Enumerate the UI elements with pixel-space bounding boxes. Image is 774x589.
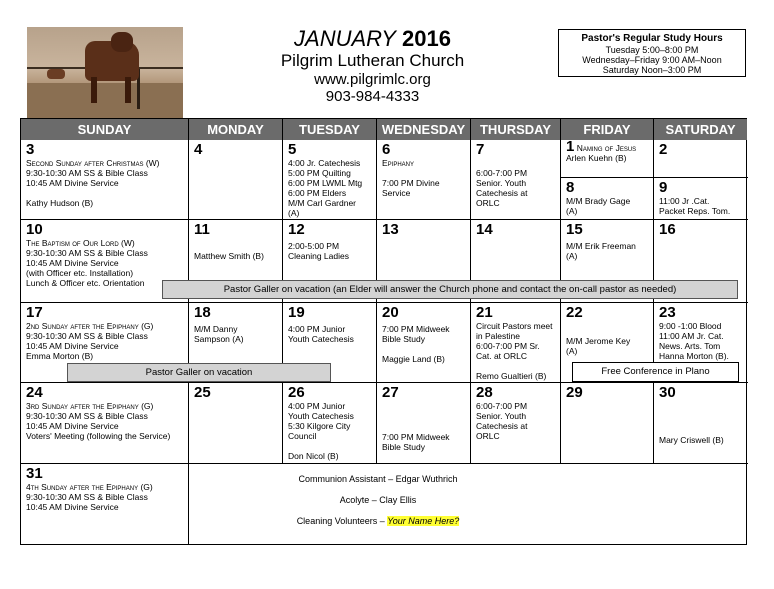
day-number: 14 bbox=[476, 221, 493, 238]
ministry-assignments bbox=[188, 474, 568, 537]
day-number: 28 bbox=[476, 384, 493, 401]
day-header-thursday: THURSDAY bbox=[471, 119, 561, 140]
day-events: 9:30-10:30 AM SS & Bible Class 10:45 AM Divine Service (with Officer etc. Installation) Lunch & Officer etc. Orientation bbox=[26, 248, 148, 288]
day-number: 11 bbox=[194, 221, 210, 238]
day-cell-31 bbox=[21, 464, 188, 545]
day-cell-4 bbox=[189, 140, 282, 219]
day-events: M/M Brady Gage (A) bbox=[566, 196, 631, 216]
day-number: 30 bbox=[659, 384, 676, 401]
day-number: 29 bbox=[566, 384, 583, 401]
day-number: 26 bbox=[288, 384, 305, 401]
vacation-banner-short: Pastor Galler on vacation bbox=[67, 363, 331, 382]
day-events: 9:30-10:30 AM SS & Bible Class 10:45 AM Divine Service Emma Morton (B) bbox=[26, 331, 148, 361]
month: JANUARY bbox=[294, 26, 396, 51]
day-number: 2 bbox=[659, 141, 668, 158]
day-header-wednesday: WEDNESDAY bbox=[377, 119, 471, 140]
church-name: Pilgrim Lutheran Church bbox=[280, 51, 465, 70]
day-events: 2:00-5:00 PM Cleaning Ladies bbox=[288, 241, 349, 261]
day-events: 4:00 Jr. Catechesis 5:00 PM Quilting 6:00 PM LWML Mtg 6:00 PM Elders M/M Carl Gardner (A) bbox=[288, 158, 363, 218]
study-hours-line: Wednesday–Friday 9:00 AM–Noon bbox=[582, 55, 722, 65]
day-number: 21 bbox=[476, 304, 493, 321]
volunteer-highlight: Your Name Here? bbox=[387, 516, 460, 526]
day-number: 20 bbox=[382, 304, 399, 321]
day-events: Arlen Kuehn (B) bbox=[566, 153, 627, 163]
day-events: 11:00 Jr .Cat. Packet Reps. Tom. bbox=[659, 196, 731, 216]
day-number: 15 bbox=[566, 221, 583, 238]
church-phone: 903-984-4333 bbox=[325, 88, 420, 105]
study-hours-line: Saturday Noon–3:00 PM bbox=[602, 65, 702, 75]
day-events: 6:00-7:00 PM Senior. Youth Catechesis at ORLC bbox=[476, 168, 528, 208]
day-cell-24 bbox=[21, 383, 188, 463]
day-cell-30 bbox=[654, 383, 747, 463]
day-number: 7 bbox=[476, 141, 485, 158]
day-events: 7:00 PM Midweek Bible Study bbox=[382, 432, 450, 452]
day-title: 3rd Sunday after the Epiphany (G) bbox=[26, 401, 154, 411]
study-hours-title: Pastor's Regular Study Hours bbox=[581, 33, 723, 44]
day-header-tuesday: TUESDAY bbox=[283, 119, 377, 140]
day-events: M/M Jerome Key (A) bbox=[566, 336, 631, 356]
conference-banner: Free Conference in Plano bbox=[572, 362, 739, 382]
day-title: 4th Sunday after the Epiphany (G) bbox=[26, 482, 153, 492]
day-header-sunday: SUNDAY bbox=[21, 119, 189, 140]
day-number: 27 bbox=[382, 384, 399, 401]
day-events: 4:00 PM Junior Youth Catechesis bbox=[288, 324, 354, 344]
day-number: 8 bbox=[566, 179, 575, 196]
day-number: 19 bbox=[288, 304, 305, 321]
day-events: 7:00 PM Midweek Bible Study Maggie Land (B) bbox=[382, 324, 450, 364]
day-number: 12 bbox=[288, 221, 305, 238]
day-events: 9:30-10:30 AM SS & Bible Class 10:45 AM Divine Service Voters' Meeting (following the Service) bbox=[26, 411, 171, 441]
day-number: 25 bbox=[194, 384, 211, 401]
study-hours-box bbox=[558, 29, 746, 77]
day-title: Epiphany bbox=[382, 158, 415, 168]
day-events: Circuit Pastors meet in Palestine 6:00-7:00 PM Sr. Cat. at ORLC Remo Gualtieri (B) bbox=[476, 321, 553, 381]
day-cell-21 bbox=[471, 303, 560, 382]
day-number: 5 bbox=[288, 141, 297, 158]
day-number: 16 bbox=[659, 221, 676, 238]
day-events: Mary Criswell (B) bbox=[659, 435, 724, 445]
cleaning-label: Cleaning Volunteers – bbox=[296, 516, 388, 526]
day-header-friday: FRIDAY bbox=[561, 119, 654, 140]
day-cell-3 bbox=[21, 140, 188, 219]
day-cell-5 bbox=[283, 140, 376, 219]
day-cell-8 bbox=[561, 178, 653, 219]
day-number: 17 bbox=[26, 304, 43, 321]
day-cell-1 bbox=[561, 140, 653, 177]
study-hours-line: Tuesday 5:00–8:00 PM bbox=[605, 45, 699, 55]
day-cell-7 bbox=[471, 140, 560, 219]
header-photo-cow bbox=[27, 27, 183, 118]
day-cell-20 bbox=[377, 303, 470, 382]
day-cell-29 bbox=[561, 383, 653, 463]
day-events: M/M Danny Sampson (A) bbox=[194, 324, 244, 344]
day-cell-2 bbox=[654, 140, 747, 177]
day-number: 1 bbox=[566, 138, 575, 155]
day-header-saturday: SATURDAY bbox=[654, 119, 747, 140]
day-cell-25 bbox=[189, 383, 282, 463]
day-cell-6 bbox=[377, 140, 470, 219]
day-cell-9 bbox=[654, 178, 747, 219]
day-events: 9:30-10:30 AM SS & Bible Class 10:45 AM Divine Service Kathy Hudson (B) bbox=[26, 168, 148, 208]
day-events: 9:30-10:30 AM SS & Bible Class 10:45 AM Divine Service bbox=[26, 492, 148, 512]
day-number: 9 bbox=[659, 179, 668, 196]
day-events: Matthew Smith (B) bbox=[194, 251, 264, 261]
day-title: Naming of Jesus bbox=[576, 143, 637, 153]
day-cell-26 bbox=[283, 383, 376, 463]
day-cell-27 bbox=[377, 383, 470, 463]
day-number: 22 bbox=[566, 304, 583, 321]
day-number: 6 bbox=[382, 141, 391, 158]
communion-assistant: Communion Assistant – Edgar Wuthrich bbox=[298, 474, 458, 484]
acolyte: Acolyte – Clay Ellis bbox=[339, 495, 417, 505]
day-number: 3 bbox=[26, 141, 35, 158]
day-number: 18 bbox=[194, 304, 211, 321]
day-number: 24 bbox=[26, 384, 43, 401]
day-number: 13 bbox=[382, 221, 399, 238]
day-number: 4 bbox=[194, 141, 203, 158]
day-title: Second Sunday after Christmas (W) bbox=[26, 158, 160, 168]
day-title: 2nd Sunday after the Epiphany (G) bbox=[26, 321, 154, 331]
day-number: 31 bbox=[26, 465, 43, 482]
day-title: The Baptism of Our Lord (W) bbox=[26, 238, 135, 248]
day-number: 23 bbox=[659, 304, 676, 321]
day-events: 6:00-7:00 PM Senior. Youth Catechesis at ORLC bbox=[476, 401, 528, 441]
day-cell-28 bbox=[471, 383, 560, 463]
page-title bbox=[270, 27, 475, 51]
day-header-monday: MONDAY bbox=[189, 119, 283, 140]
year: 2016 bbox=[402, 26, 451, 51]
day-events: 7:00 PM Divine Service bbox=[382, 178, 440, 198]
day-events: M/M Erik Freeman (A) bbox=[566, 241, 636, 261]
day-number: 10 bbox=[26, 221, 43, 238]
church-website: www.pilgrimlc.org bbox=[314, 71, 431, 88]
day-events: 9:00 -1:00 Blood 11:00 AM Jr. Cat. News. Arts. Tom Hanna Morton (B). bbox=[659, 321, 729, 361]
cleaning-volunteers bbox=[188, 516, 568, 526]
day-events: 4:00 PM Junior Youth Catechesis 5:30 Kilgore City Council Don Nicol (B) bbox=[288, 401, 354, 461]
vacation-banner-long: Pastor Galler on vacation (an Elder will answer the Church phone and contact the on-call pastor as needed) bbox=[162, 280, 738, 299]
